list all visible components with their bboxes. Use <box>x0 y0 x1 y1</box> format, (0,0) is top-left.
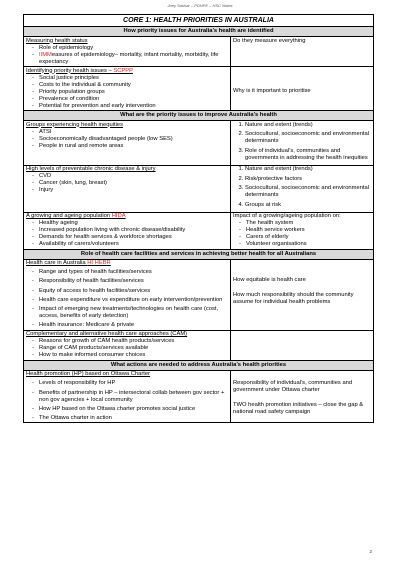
list-item: - Range and types of health facilities/services <box>39 269 228 276</box>
table-row <box>24 67 374 111</box>
list-item: - Availability of carers/volunteers <box>39 241 228 248</box>
table-row <box>24 370 374 423</box>
list-item: - How to make informed consumer choices <box>39 352 228 359</box>
list-item: - Volunteer organisations <box>246 241 371 248</box>
list-item: - Potential for prevention and early intervention <box>39 103 228 110</box>
acronym: HI HEBR <box>87 260 111 266</box>
row-note: TWO health promotion initiatives – close the gap & national road safety campaign <box>233 401 364 415</box>
list-item: - Costs to the individual & community <box>39 82 228 89</box>
list-item: - Reasons for growth of CAM health products/services <box>39 338 228 345</box>
list-item: 3. Role of individual’s, communities and governments in addressing the health inequities <box>245 148 371 162</box>
list-item: - Levels of responsibility for HP <box>39 380 228 387</box>
list-item: - Socioeconomically disadvantaged people (low SES) <box>39 136 228 143</box>
list-item: - Increased population living with chronic disease/disability <box>39 227 228 234</box>
list-item: - IIMMeasures of epidemiology– mortality, infant mortality, morbidity, life expectancy <box>39 52 228 66</box>
document-title: CORE 1: HEALTH PRIORITIES IN AUSTRALIA <box>24 15 374 27</box>
list-item: 1. Nature and extent (trends) <box>245 122 371 129</box>
section-header: What actions are needed to address Australia’s health priorities <box>24 360 374 370</box>
list-item: 4. Groups at risk <box>245 202 371 209</box>
table-row <box>24 330 374 360</box>
list-item: - Social justice principles <box>39 75 228 82</box>
list-item: 3. Sociocultural, socioeconomic and environmental determinants <box>245 185 371 199</box>
row-heading: Measuring health status <box>26 37 88 44</box>
row-heading: Identifying priority health issues – SCPPP <box>26 67 133 74</box>
list-item: - Responsibility of health facilities/services <box>39 278 228 285</box>
row-note: Responsibility of individual’s, communities and government under Ottawa charter <box>233 379 353 393</box>
row-note: How much responsibility should the community assume for individual health problems <box>233 291 354 305</box>
section-header: What are the priority issues to improve Australia’s health <box>24 111 374 121</box>
row-note: How equitable is health care <box>233 276 306 283</box>
row-note: Impact of a growing/ageing population on: <box>233 213 341 219</box>
row-heading: Groups experiencing health inequities <box>26 121 123 128</box>
table-row <box>24 37 374 67</box>
table-row <box>24 121 374 166</box>
row-heading: High levels of preventable chronic disease & injury <box>26 166 156 172</box>
list-item: 2. Risk/protective factors <box>245 176 371 183</box>
list-item: - The health system <box>246 220 371 227</box>
acronym: IIMM <box>39 51 52 58</box>
section-header: Role of health care facilities and services in achieving better health for all Australians <box>24 249 374 259</box>
list-item: - Health insurance: Medicare & private <box>39 322 228 329</box>
acronym: HIDA <box>111 213 126 219</box>
list-item: - Priority population groups <box>39 89 228 96</box>
row-heading: Health promotion (HP) based on Ottawa Charter <box>26 371 151 378</box>
row-heading: Health care in Australia HI HEBR <box>26 260 111 266</box>
list-item: - Equity of access to health facilities/services <box>39 288 228 295</box>
list-item: - Healthy ageing <box>39 220 228 227</box>
list-item: - Benefits of partnership in HP – intersectoral collab between gov sector + non gov agencies + local community <box>39 390 228 404</box>
table-row <box>24 165 374 212</box>
list-item: - Injury <box>39 187 228 194</box>
list-item: - The Ottawa charter in action <box>39 415 228 422</box>
list-item: - Role of epidemiology <box>39 45 228 52</box>
list-item: - People in rural and remote areas <box>39 143 228 150</box>
list-item: - Health care expenditure vs expenditure on early intervention/prevention <box>39 297 228 304</box>
row-heading: A growing and ageing population HIDA <box>26 213 126 219</box>
list-item: - ATSI <box>39 129 228 136</box>
list-item: - CVD <box>39 173 228 180</box>
acronym: SCPPP <box>113 67 133 74</box>
section-header: How priority issues for Australia’s health are identified <box>24 27 374 37</box>
list-item: - Range of CAM products/services available <box>39 345 228 352</box>
table-row <box>24 212 374 249</box>
list-item: - Cancer (skin, lung, breast) <box>39 180 228 187</box>
table-row <box>24 259 374 330</box>
list-item: 1. Nature and extent (trends) <box>245 166 371 173</box>
page-number: 2 <box>369 549 372 554</box>
list-item: - How HP based on the Ottawa charter promotes social justice <box>39 406 228 413</box>
row-note: Do they measure everything <box>233 37 306 44</box>
list-item: - Carers of elderly <box>246 234 371 241</box>
list-item: - Prevalence of condition <box>39 96 228 103</box>
list-item: - Demands for health services & workforce shortages <box>39 234 228 241</box>
row-note: Why is it important to prioritise <box>233 88 311 94</box>
row-heading: Complementary and alternative health care approaches (CAM) <box>26 331 188 338</box>
list-item: - Impact of emerging new treatments/technologies on health care (cost, access, benefits of early detection) <box>39 306 228 320</box>
list-item: 2. Sociocultural, socioeconomic and environmental determinants <box>245 131 371 145</box>
notes-table <box>23 14 374 423</box>
page-header: Joey Sakhar – PDHPE – HSC Notes <box>167 3 233 8</box>
list-item: - Health service workers <box>246 227 371 234</box>
